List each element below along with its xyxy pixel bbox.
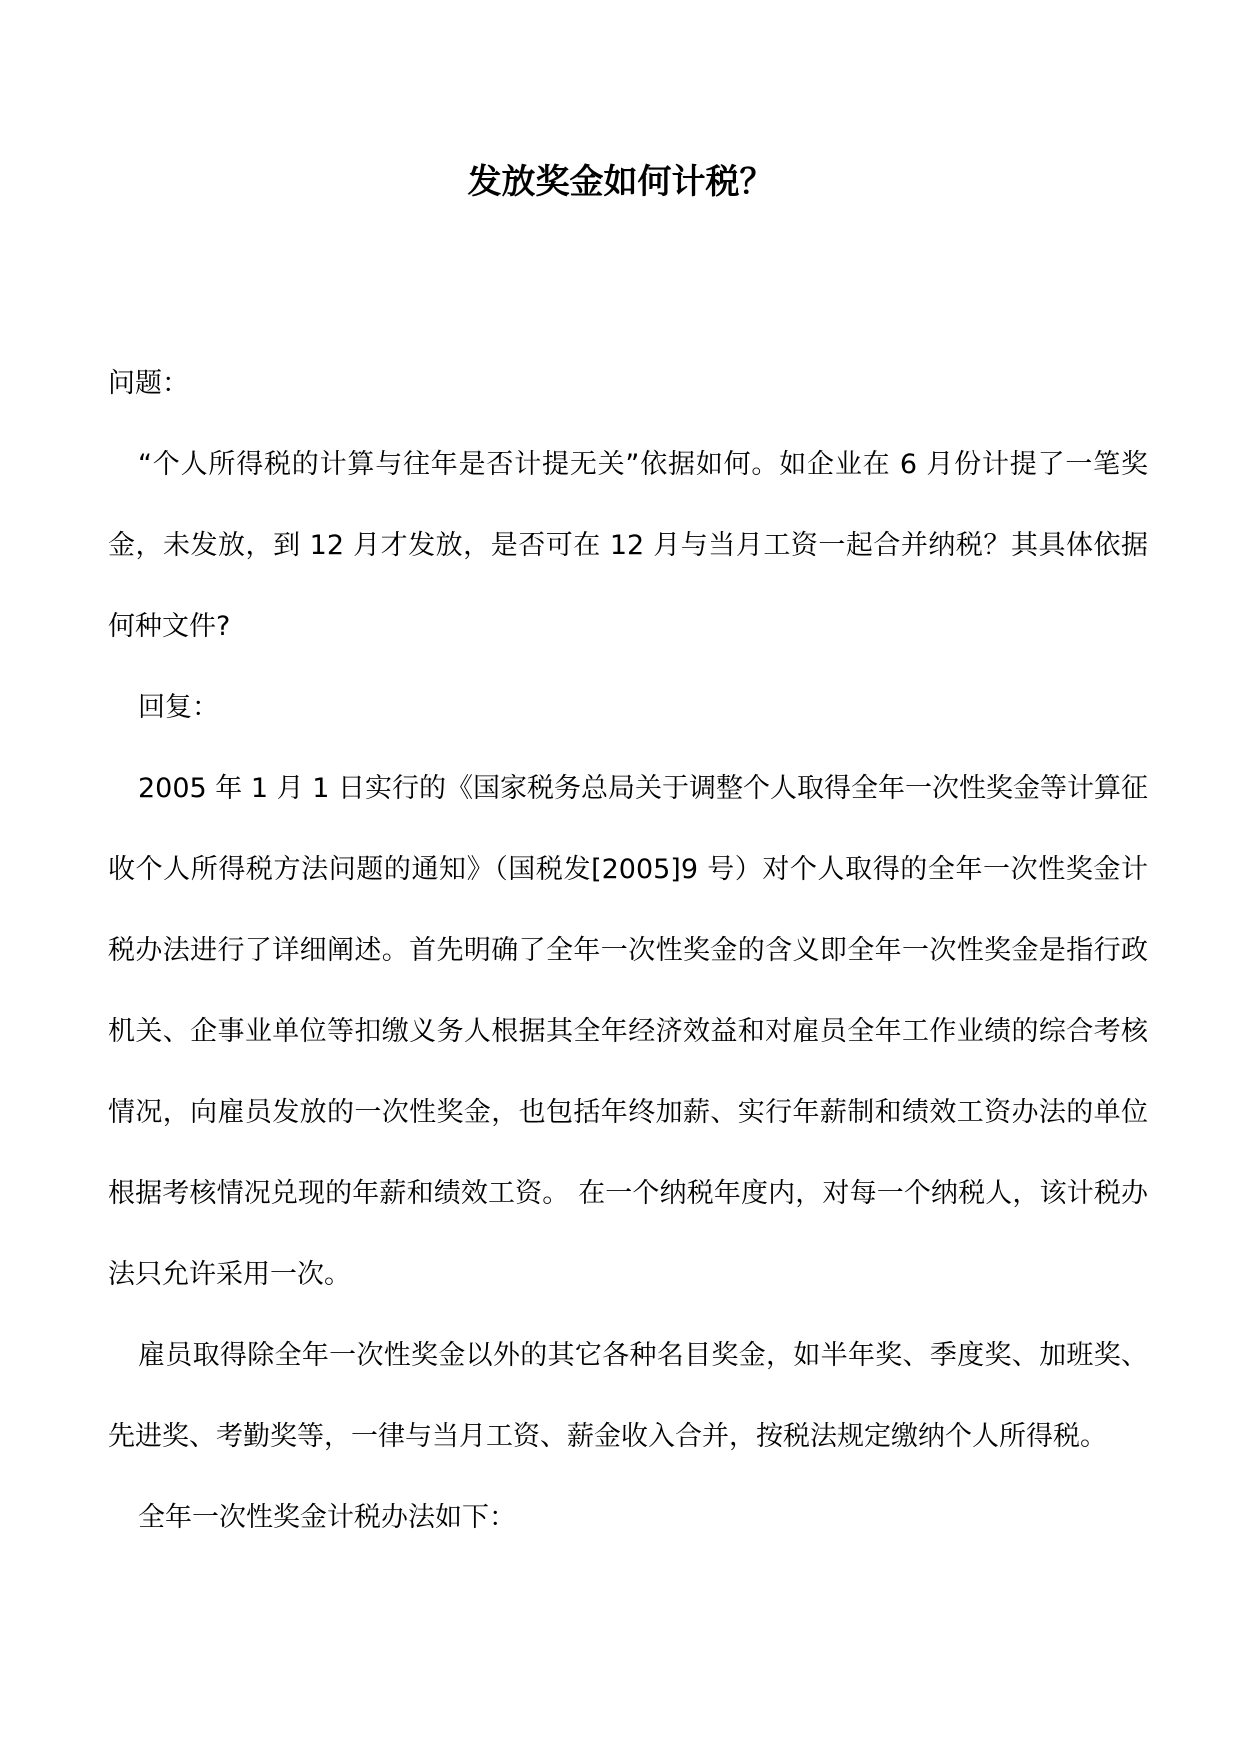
paragraph-method-heading: 全年一次性奖金计税办法如下： <box>138 1502 516 1533</box>
paragraph-question-label: 问题： <box>108 368 189 399</box>
paragraph-question-text: “个人所得税的计算与往年是否计提无关”依据如何。如企业在 6 月份计提了一笔奖金，未发放，到 12 月才发放，是否可在 12 月与当月工资一起合并纳税？其具体依据何种文件? <box>108 449 1148 642</box>
document-title: 发放奖金如何计税？ <box>467 162 774 202</box>
paragraph-other-bonuses: 雇员取得除全年一次性奖金以外的其它各种名目奖金，如半年奖、季度奖、加班奖、先进奖、考勤奖等，一律与当月工资、薪金收入合并，按税法规定缴纳个人所得税。 <box>108 1340 1148 1452</box>
paragraph-reply-notice: 2005 年 1 月 1 日实行的《国家税务总局关于调整个人取得全年一次性奖金等计算征收个人所得税方法问题的通知》（国税发[2005]9 号）对个人取得的全年一次性奖金计税办法进行了详细阐述。首先明确了全年一次性奖金的含义即全年一次性奖金是指行政机关、企事业单位等扣缴义务人根据其全年经济效益和对雇员全年工作业绩的综合考核情况，向雇员发放的一次性奖金，也包括年终加薪、实行年薪制和绩效工资办法的单位根据考核情况兑现的年薪和绩效工资。 在一个纳税年度内，对每一个纳税人，该计税办法只允许采用一次。 <box>108 773 1148 1290</box>
document-body <box>108 343 1148 1558</box>
paragraph-reply-label: 回复： <box>138 692 219 723</box>
